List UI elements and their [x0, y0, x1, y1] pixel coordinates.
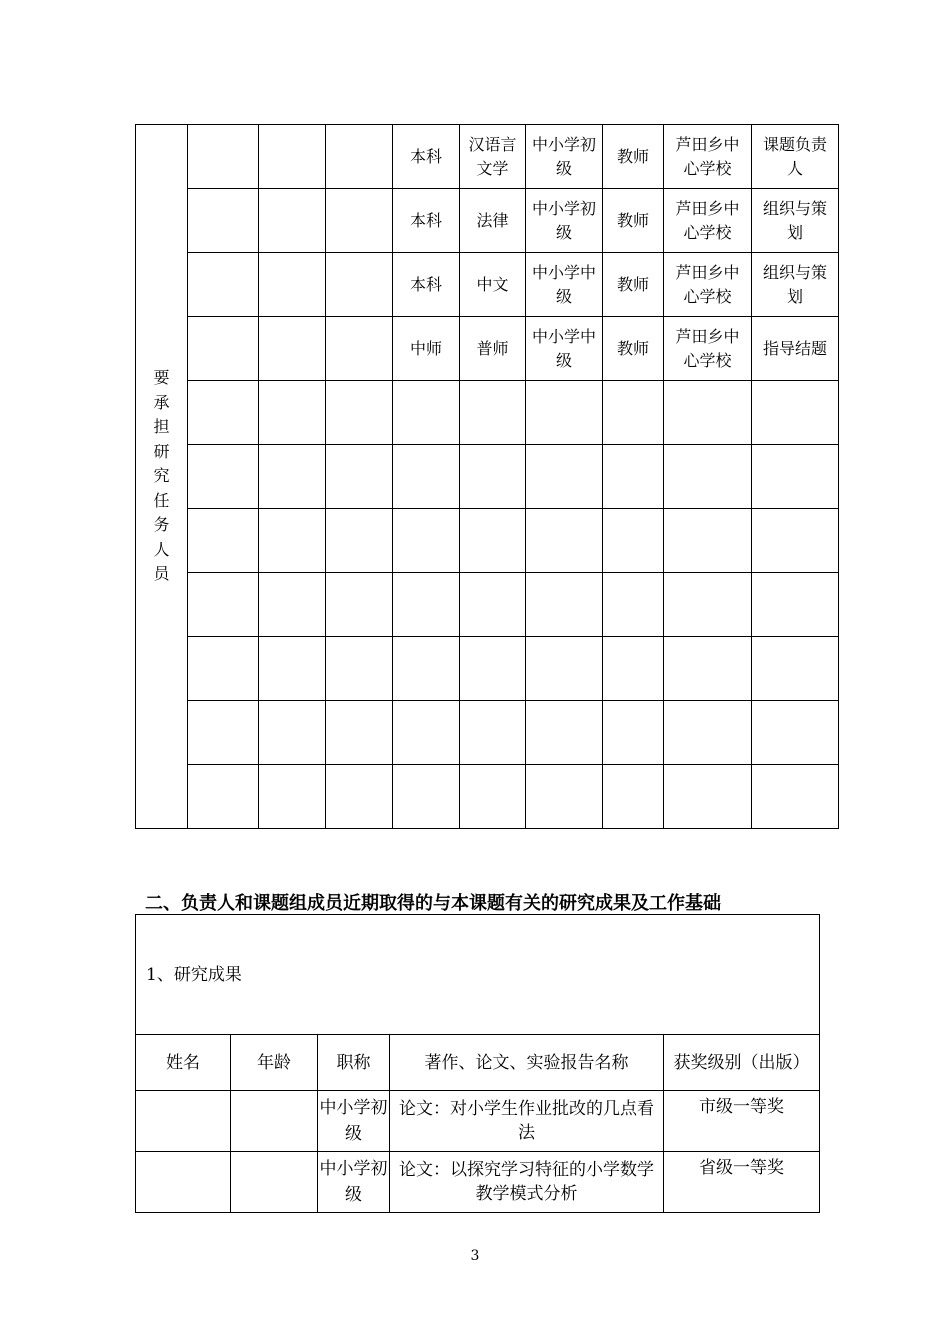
- member-age-cell: [326, 509, 393, 573]
- member-education-cell: 本科: [393, 253, 460, 317]
- member-major-cell: 中文: [460, 253, 526, 317]
- member-name-cell: [188, 701, 259, 765]
- member-education-cell: 本科: [393, 125, 460, 189]
- member-gender-cell: [259, 765, 326, 829]
- member-age-cell: [326, 701, 393, 765]
- member-task-cell: [752, 381, 839, 445]
- member-task-cell: 课题负责人: [752, 125, 839, 189]
- side-label-char: 承: [153, 392, 170, 412]
- member-row: [136, 189, 839, 253]
- member-row: [136, 317, 839, 381]
- member-name-cell: [188, 509, 259, 573]
- result-row: [136, 1091, 820, 1152]
- member-major-cell: [460, 637, 526, 701]
- member-title-cell: 中小学初级: [526, 125, 603, 189]
- member-age-cell: [326, 317, 393, 381]
- member-major-cell: [460, 509, 526, 573]
- research-results-table: [135, 914, 820, 1213]
- member-position-cell: [603, 701, 664, 765]
- member-gender-cell: [259, 317, 326, 381]
- header-age: 年龄: [231, 1035, 318, 1091]
- member-title-cell: [526, 445, 603, 509]
- member-name-cell: [188, 765, 259, 829]
- member-education-cell: [393, 381, 460, 445]
- member-unit-cell: 芦田乡中心学校: [664, 125, 752, 189]
- result-name-cell: [136, 1091, 231, 1152]
- member-major-cell: [460, 381, 526, 445]
- member-gender-cell: [259, 445, 326, 509]
- member-unit-cell: [664, 637, 752, 701]
- member-education-cell: 本科: [393, 189, 460, 253]
- member-row: [136, 765, 839, 829]
- member-task-cell: [752, 509, 839, 573]
- member-gender-cell: [259, 381, 326, 445]
- member-position-cell: [603, 445, 664, 509]
- member-education-cell: [393, 573, 460, 637]
- member-major-cell: [460, 701, 526, 765]
- member-unit-cell: [664, 509, 752, 573]
- member-title-cell: [526, 701, 603, 765]
- result-name-cell: [136, 1152, 231, 1213]
- result-award-cell: 市级一等奖: [664, 1091, 820, 1152]
- result-title-cell: 中小学初级: [318, 1091, 390, 1152]
- member-task-cell: 组织与策划: [752, 253, 839, 317]
- member-unit-cell: 芦田乡中心学校: [664, 317, 752, 381]
- member-position-cell: 教师: [603, 253, 664, 317]
- member-major-cell: [460, 445, 526, 509]
- member-name-cell: [188, 125, 259, 189]
- member-title-cell: [526, 765, 603, 829]
- member-age-cell: [326, 445, 393, 509]
- member-task-cell: [752, 701, 839, 765]
- member-major-cell: 普师: [460, 317, 526, 381]
- member-gender-cell: [259, 189, 326, 253]
- side-label-char: 究: [153, 466, 170, 486]
- member-major-cell: [460, 765, 526, 829]
- side-label-char: 人: [153, 539, 170, 559]
- member-education-cell: [393, 445, 460, 509]
- research-results-label: 1、研究成果: [136, 915, 820, 1035]
- member-gender-cell: [259, 701, 326, 765]
- member-age-cell: [326, 637, 393, 701]
- member-title-cell: [526, 381, 603, 445]
- side-label: [136, 125, 188, 829]
- member-name-cell: [188, 189, 259, 253]
- member-major-cell: 法律: [460, 189, 526, 253]
- member-major-cell: 汉语言文学: [460, 125, 526, 189]
- member-age-cell: [326, 765, 393, 829]
- member-task-cell: 指导结题: [752, 317, 839, 381]
- member-title-cell: [526, 637, 603, 701]
- result-award-cell: 省级一等奖: [664, 1152, 820, 1213]
- side-label-char: 要: [153, 368, 170, 388]
- member-name-cell: [188, 317, 259, 381]
- member-name-cell: [188, 253, 259, 317]
- member-task-cell: 组织与策划: [752, 189, 839, 253]
- member-row: [136, 637, 839, 701]
- member-name-cell: [188, 637, 259, 701]
- member-name-cell: [188, 381, 259, 445]
- member-unit-cell: 芦田乡中心学校: [664, 253, 752, 317]
- member-education-cell: [393, 765, 460, 829]
- member-gender-cell: [259, 253, 326, 317]
- research-members-table: [135, 124, 839, 829]
- member-gender-cell: [259, 637, 326, 701]
- member-row: [136, 573, 839, 637]
- result-paper-cell: 论文：以探究学习特征的小学数学教学模式分析: [390, 1152, 664, 1213]
- member-position-cell: 教师: [603, 189, 664, 253]
- member-education-cell: [393, 637, 460, 701]
- member-education-cell: 中师: [393, 317, 460, 381]
- member-education-cell: [393, 509, 460, 573]
- header-award: 获奖级别（出版）: [664, 1035, 820, 1091]
- member-row: [136, 253, 839, 317]
- member-age-cell: [326, 253, 393, 317]
- header-name: 姓名: [136, 1035, 231, 1091]
- member-title-cell: [526, 509, 603, 573]
- member-unit-cell: [664, 573, 752, 637]
- member-row: [136, 509, 839, 573]
- side-label-char: 任: [153, 490, 170, 510]
- side-label-char: 员: [153, 564, 170, 584]
- page-number: 3: [470, 1248, 480, 1264]
- member-title-cell: 中小学初级: [526, 189, 603, 253]
- member-age-cell: [326, 381, 393, 445]
- section-heading: 二、负责人和课题组成员近期取得的与本课题有关的研究成果及工作基础: [145, 893, 721, 914]
- member-position-cell: [603, 509, 664, 573]
- member-position-cell: [603, 765, 664, 829]
- member-name-cell: [188, 573, 259, 637]
- member-title-cell: [526, 573, 603, 637]
- side-label-char: 担: [153, 417, 170, 437]
- member-position-cell: 教师: [603, 125, 664, 189]
- member-title-cell: 中小学中级: [526, 317, 603, 381]
- result-age-cell: [231, 1152, 318, 1213]
- member-unit-cell: [664, 701, 752, 765]
- result-age-cell: [231, 1091, 318, 1152]
- member-unit-cell: [664, 445, 752, 509]
- member-age-cell: [326, 125, 393, 189]
- member-task-cell: [752, 765, 839, 829]
- member-gender-cell: [259, 509, 326, 573]
- side-label-char: 研: [153, 441, 170, 461]
- member-position-cell: [603, 637, 664, 701]
- result-row: [136, 1152, 820, 1213]
- member-name-cell: [188, 445, 259, 509]
- member-education-cell: [393, 701, 460, 765]
- member-title-cell: 中小学中级: [526, 253, 603, 317]
- member-unit-cell: 芦田乡中心学校: [664, 189, 752, 253]
- member-task-cell: [752, 637, 839, 701]
- member-row: [136, 445, 839, 509]
- header-paper: 著作、论文、实验报告名称: [390, 1035, 664, 1091]
- member-row: [136, 701, 839, 765]
- member-position-cell: 教师: [603, 317, 664, 381]
- member-task-cell: [752, 573, 839, 637]
- member-row: [136, 381, 839, 445]
- result-title-cell: 中小学初级: [318, 1152, 390, 1213]
- result-paper-cell: 论文：对小学生作业批改的几点看法: [390, 1091, 664, 1152]
- member-age-cell: [326, 189, 393, 253]
- member-age-cell: [326, 573, 393, 637]
- side-label-char: 务: [153, 515, 170, 535]
- member-position-cell: [603, 573, 664, 637]
- member-unit-cell: [664, 765, 752, 829]
- member-task-cell: [752, 445, 839, 509]
- member-gender-cell: [259, 573, 326, 637]
- member-major-cell: [460, 573, 526, 637]
- member-position-cell: [603, 381, 664, 445]
- member-row: [136, 125, 839, 189]
- member-gender-cell: [259, 125, 326, 189]
- member-unit-cell: [664, 381, 752, 445]
- header-title: 职称: [318, 1035, 390, 1091]
